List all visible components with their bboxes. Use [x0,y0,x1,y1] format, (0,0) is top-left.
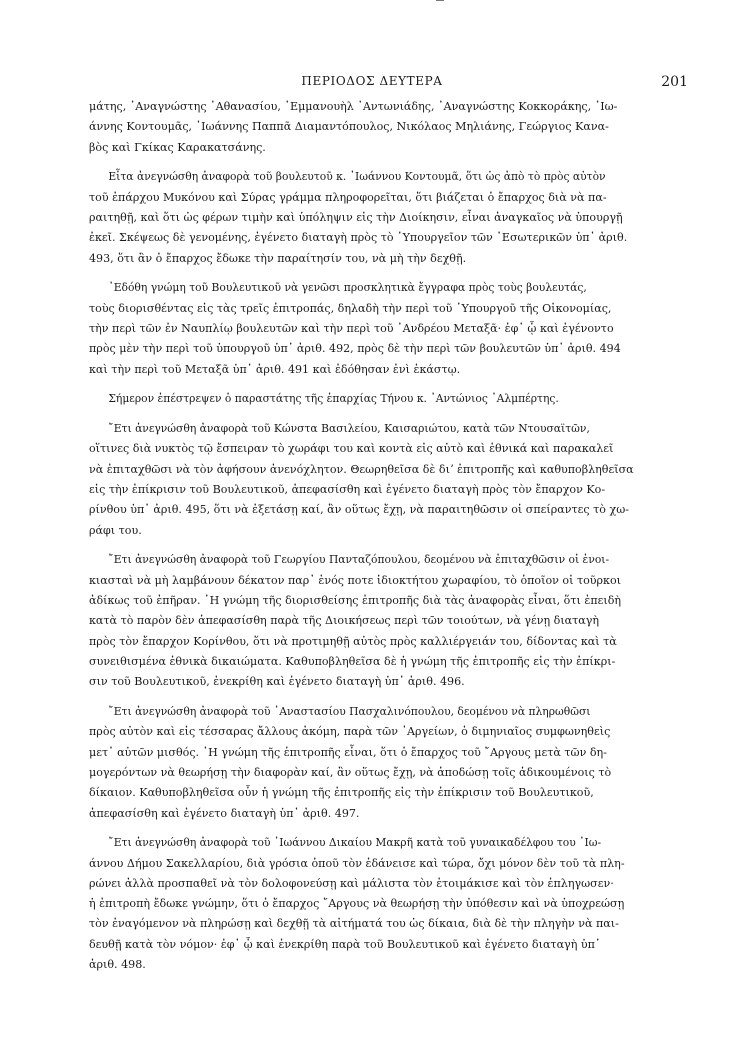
paragraph [89,550,687,692]
text-line: ρίνθου ὑπ᾿ ἀριθ. 495, ὅτι νὰ ἐξετάσῃ καί, ἂν οὕτως ἔχῃ, νὰ παραιτηθῶσιν οἱ σπείραντες τὸ χω- [89,503,629,517]
paragraph [89,167,687,268]
text-line: συνειθισμένα ἐθνικὰ δικαιώματα. Καθυποβληθεῖσα δὲ ἡ γνώμη τῆς ἐπιτροπῆς εἰς τὴν ἐπίκρι- [89,654,616,668]
text-line: κιασταὶ νὰ μὴ λαμβάνουν δέκατον παρ᾿ ἑνός ποτε ἰδιοκτήτου χωραφίου, τὸ ὁποῖον οἱ τοῦρκοι [89,573,622,587]
text-line: βὸς καὶ Γκίκας Καρακατσάνης. [89,140,266,154]
text-line: 493, ὅτι ἂν ὁ ἔπαρχος ἔδωκε τὴν παραίτησίν του, νὰ μὴ τὴν δεχθῇ. [89,251,467,265]
text-line: πρὸς μὲν τὴν περὶ τοῦ ὑπουργοῦ ὑπ᾿ ἀριθ. 492, πρὸς δὲ τὴν περὶ τῶν βουλευτῶν ὑπ᾿ ἀριθ. 494 [89,342,621,356]
text-line: μάτης, ᾿Αναγνώστης ᾿Αθανασίου, ᾿Εμμανουὴλ ᾿Αντωνιάδης, ᾿Αναγνώστης Κοκκοράκης, ᾿Ιω- [89,100,618,113]
text-line: κατὰ τὸ παρὸν δὲν ἀπεφασίσθη παρὰ τῆς Διοικήσεως περὶ τῶν τοιούτων, νὰ γένῃ διαταγὴ [89,614,600,628]
text-line: ῎Ετι ἀνεγνώσθη ἀναφορὰ τοῦ Γεωργίου Πανταζόπουλου, δεομένου νὰ ἐπιταχθῶσιν οἱ ἐνοι- [108,553,610,567]
running-head: ΠΕΡΙΟΔΟΣ ΔΕΥΤΕΡΑ [301,74,443,88]
text-body [89,97,687,985]
page-number: 201 [661,74,688,90]
text-line: εἰς τὴν ἐπίκρισιν τοῦ Βουλευτικοῦ, ἀπεφασίσθη καὶ ἐγένετο διαταγὴ πρὸς τὸν ἔπαρχον Κο- [89,483,606,497]
paragraph [89,833,687,975]
text-line: πρὸς αὐτὸν καὶ εἰς τέσσαρας ἄλλους ἀκόμη, παρὰ τῶν ᾿Αργείων, ὁ διμηνιαῖος συμφωνηθεὶς [89,725,611,739]
paragraph [89,278,687,379]
text-line: ράφι του. [89,523,142,537]
text-line: σιν τοῦ Βουλευτικοῦ, ἐνεκρίθη καὶ ἐγένετο διαταγὴ ὑπ᾿ ἀριθ. 496. [89,675,465,689]
text-line: ἀδίκως τοῦ ἐπῆραν. ῾Η γνώμη τῆς διορισθείσης ἐπιτροπῆς διὰ τὰς ἀναφορὰς εἶναι, ὅτι ἐπειδὴ [89,594,622,608]
text-line: τοὺς διορισθέντας εἰς τὰς τρεῖς ἐπιτροπάς, δηλαδὴ τὴν περὶ τοῦ ῾Υπουργοῦ τῆς Οἰκονομίας, [89,301,612,315]
text-line: ῎Ετι ἀνεγνώσθη ἀναφορὰ τοῦ Κώνστα Βασιλείου, Καισαριώτου, κατὰ τῶν Ντουσαϊτῶν, [108,422,590,436]
text-line: οἵτινες διὰ νυκτὸς τῷ ἔσπειραν τὸ χωράφι του καὶ κοντὰ εἰς αὐτὸ καὶ ἐθνικά καὶ παρακαλεῖ [89,442,614,456]
paragraph [89,389,687,409]
text-line: άννης Κοντουμᾶς, ᾿Ιωάννης Παππᾶ Διαμαντόπουλος, Νικόλαος Μηλιάνης, Γεώργιος Κανα- [89,120,609,134]
text-line: τὴν περὶ τῶν ἐν Ναυπλίῳ βουλευτῶν καὶ τὴν περὶ τοῦ ᾿Ανδρέου Μεταξᾶ· ἐφ᾿ ᾧ καὶ ἐγένοντο [89,321,614,335]
text-line: Σήμερον ἐπέστρεψεν ὁ παραστάτης τῆς ἐπαρχίας Τήνου κ. ᾿Αντώνιος ᾿Αλμπέρτης. [108,392,559,406]
text-line: καὶ τὴν περὶ τοῦ Μεταξᾶ ὑπ᾿ ἀριθ. 491 καὶ ἐδόθησαν ἐνὶ ἑκάστῳ. [89,362,461,376]
text-line: ῎Ετι ἀνεγνώσθη ἀναφορὰ τοῦ ᾿Αναστασίου Πασχαλινόπουλου, δεομένου νὰ πληρωθῶσι [108,705,591,719]
text-line: ᾿Εδόθη γνώμη τοῦ Βουλευτικοῦ νὰ γενῶσι προσκλητικὰ ἔγγραφα πρὸς τοὺς βουλευτάς, [108,281,587,295]
text-line: τὸν ἐναγόμενον νὰ πληρώσῃ καὶ δεχθῇ τὰ αἰτήματά του ὡς δίκαια, διὰ δὲ τὴν πληγὴν νὰ παι- [89,917,619,931]
text-line: νὰ ἐπιταχθῶσι νὰ τὸν ἀφήσουν ἀνενόχλητον. Θεωρηθεῖσα δὲ διʼ ἐπιτροπῆς καὶ καθυποβληθεῖσα [89,462,634,476]
paragraph [89,97,687,158]
text-line: ρώνει ἀλλὰ προσπαθεῖ νὰ τὸν δολοφονεύσῃ καὶ μάλιστα τὸν ἑτοιμάκισε καὶ τὸν ἐπληγωσεν· [89,876,614,890]
text-line: άννου Δήμου Σακελλαρίου, διὰ γρόσια ὁποῦ τὸν ἐδάνεισε καὶ τώρα, ὄχι μόνον δὲν τοῦ τὰ πλη- [89,856,625,870]
text-line: ραιτηθῇ, καὶ ὅτι ὡς φέρων τιμὴν καὶ ὑπόληψιν εἰς τὴν Διοίκησιν, εἶναι ἀναγκαῖος νὰ ὑπουργῇ [89,210,623,224]
text-line: μογερόντων νὰ θεωρήσῃ τὴν διαφορὰν καί, ἂν οὕτως ἔχῃ, νὰ ἀποδώσῃ τοῖς ἀδικουμένοις τὸ [89,765,612,779]
text-line: ἡ ἐπιτροπὴ ἔδωκε γνώμην, ὅτι ὁ ἔπαρχος ῎Αργους νὰ θεωρήσῃ τὴν ὑπόθεσιν καὶ νὰ ὑποχρεώσῃ [89,897,625,911]
scan-mark [436,0,444,1]
text-line: ῎Ετι ἀνεγνώσθη ἀναφορὰ τοῦ ᾿Ιωάννου Δικαίου Μακρῆ κατὰ τοῦ γυναικαδέλφου του ᾿Ιω- [108,836,602,850]
text-line: πρὸς τὸν ἔπαρχον Κορίνθου, ὅτι νὰ προτιμηθῇ αὐτὸς πρὸς καλλιέργειάν του, δίδοντας καὶ τὰ [89,634,617,648]
text-line: ἀριθ. 498. [89,958,146,972]
text-line: δίκαιον. Καθυποβληθεῖσα οὖν ἡ γνώμη τῆς ἐπιτροπῆς εἰς τὴν ἐπίκρισιν τοῦ Βουλευτικοῦ, [89,786,594,800]
text-line: δευθῇ κατὰ τὸν νόμον· ἐφ᾿ ᾧ καὶ ἐνεκρίθη παρὰ τοῦ Βουλευτικοῦ καὶ ἐγένετο διαταγὴ ὑπ᾿ [89,937,601,951]
text-line: Εἶτα ἀνεγνώσθη ἀναφορὰ τοῦ βουλευτοῦ κ. ᾿Ιωάννου Κοντουμᾶ, ὅτι ὡς ἀπὸ τὸ πρὸς αὐτὸν [108,170,606,184]
text-line: ἀπεφασίσθη καὶ ἐγένετο διαταγὴ ὑπ᾿ ἀριθ. 497. [89,806,360,820]
text-line: ἐκεῖ. Σκέψεως δὲ γενομένης, ἐγένετο διαταγὴ πρὸς τὸ ῾Υπουργεῖον τῶν ᾿Εσωτερικῶν ὑπ᾿ ἀριθ. [89,231,628,245]
text-line: τοῦ ἐπάρχου Μυκόνου καὶ Σύρας γράμμα πληροφορεῖται, ὅτι βιάζεται ὁ ἔπαρχος διὰ νὰ πα- [89,190,607,204]
paragraph [89,702,687,824]
paragraph [89,419,687,541]
text-line: μετ᾿ αὐτῶν μισθός. ῾Η γνώμη τῆς ἐπιτροπῆς εἶναι, ὅτι ὁ ἔπαρχος τοῦ ῎Αργους μετὰ τῶν δη- [89,745,607,759]
